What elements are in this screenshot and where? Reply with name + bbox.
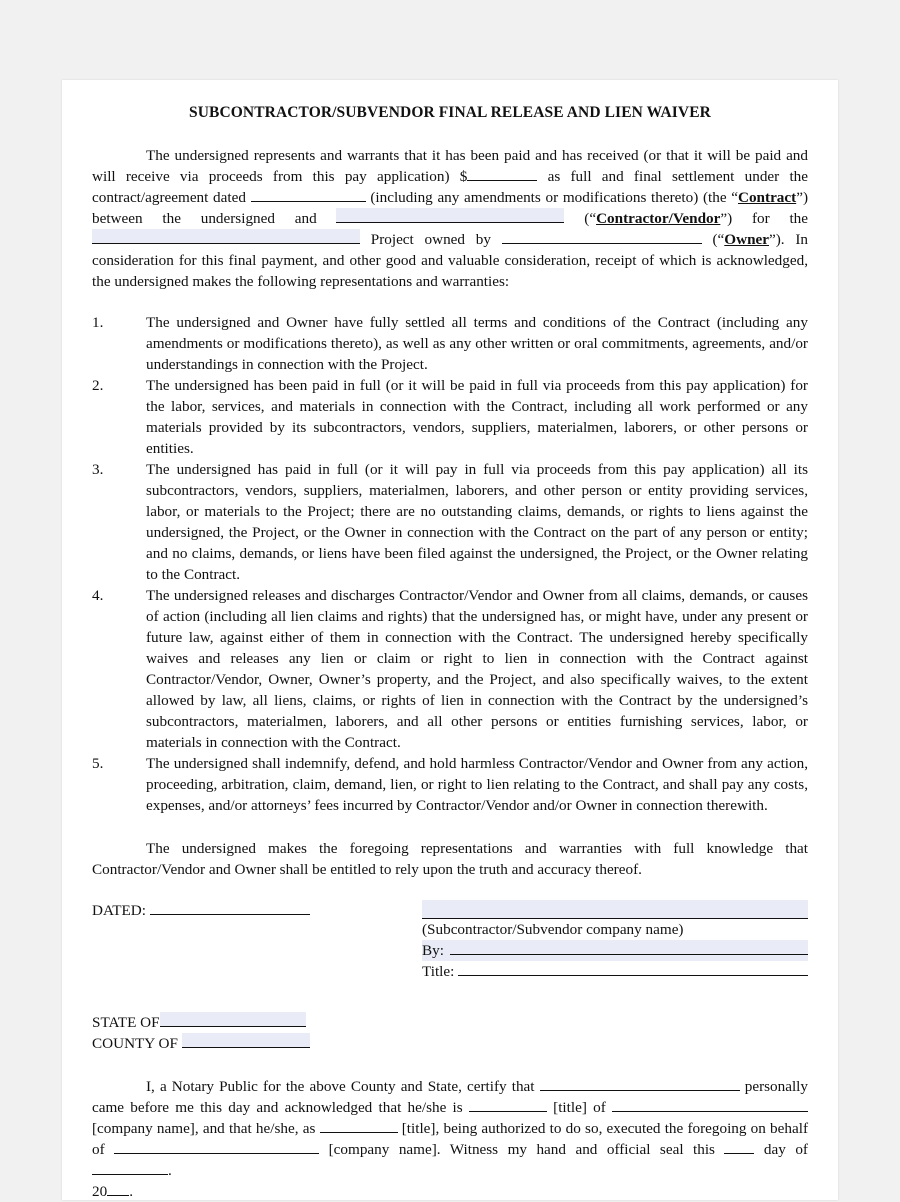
list-item bbox=[92, 585, 808, 753]
contractor-name-field[interactable] bbox=[336, 208, 564, 223]
amount-field[interactable] bbox=[467, 166, 537, 181]
item-number: 4. bbox=[92, 587, 104, 604]
intro-text: ”) between the undersigned and bbox=[92, 189, 809, 227]
list-item bbox=[92, 375, 808, 459]
intro-text: The undersigned represents and warrants that it has been paid and has received (or that it will be paid and will receive via proceeds from this pay application) $ bbox=[92, 147, 808, 185]
notary-text: [title] of bbox=[546, 1099, 613, 1116]
list-item bbox=[92, 753, 808, 816]
by-field[interactable] bbox=[450, 940, 808, 955]
notary-text: day of bbox=[754, 1141, 808, 1158]
title-label: Title: bbox=[422, 963, 455, 980]
intro-text: as full and final settlement under the contract/agreement dated bbox=[92, 168, 808, 206]
signer-title-field[interactable] bbox=[469, 1097, 547, 1112]
by-row bbox=[422, 940, 808, 961]
owner-term: Owner bbox=[724, 231, 769, 248]
notary-text: . bbox=[168, 1162, 172, 1179]
intro-text: (“ bbox=[564, 210, 597, 227]
by-label: By: bbox=[422, 942, 444, 959]
intro-text: (including any amendments or modifications thereto) (the “ bbox=[365, 189, 738, 206]
signer-name-field[interactable] bbox=[540, 1076, 740, 1091]
dated-label: DATED: bbox=[92, 902, 146, 919]
title-field[interactable] bbox=[458, 961, 808, 976]
item-text: The undersigned and Owner have fully settled all terms and conditions of the Contract (including any amendments or modifications thereto), as well as any other written or oral commitments, agreements, and/or understandings in connection with the Project. bbox=[146, 314, 808, 373]
item-number: 5. bbox=[92, 755, 104, 772]
behalf-company-field[interactable] bbox=[114, 1139, 319, 1154]
title-row bbox=[422, 961, 808, 982]
item-number: 2. bbox=[92, 377, 104, 394]
list-item bbox=[92, 312, 808, 375]
dated-field[interactable] bbox=[150, 900, 310, 915]
state-row bbox=[92, 1012, 808, 1033]
dated-row bbox=[92, 900, 310, 921]
year-prefix: 20 bbox=[92, 1183, 108, 1200]
year-field[interactable] bbox=[107, 1181, 129, 1196]
notary-text: I, a Notary Public for the above County and State, certify that bbox=[146, 1078, 540, 1095]
year-suffix: . bbox=[129, 1183, 133, 1200]
contractor-term: Contractor/Vendor bbox=[596, 210, 721, 227]
item-text: The undersigned releases and discharges Contractor/Vendor and Owner from all claims, demands, or causes of action (including all lien claims and rights) that the undersigned has, or might have, under any present or future law, against either of them in connection with the Contract. The undersigned hereby specifically waives and releases any lien or claim or right to lien in connection with the Contract against Contractor/Vendor, Owner, Owner’s property, and the Project, and also specifically waives, to the extent allowed by law, all liens, claims, or rights of lien in connection with the Contract by the undersigned’s subcontractors, materialmen, laborers, and all other persons or entities furnishing services, labor, or materials in connection with the Contract. bbox=[146, 587, 808, 751]
day-field[interactable] bbox=[724, 1139, 754, 1154]
intro-paragraph bbox=[92, 145, 808, 292]
owner-name-field[interactable] bbox=[502, 229, 702, 244]
contract-term: Contract bbox=[738, 189, 797, 206]
contract-date-field[interactable] bbox=[251, 187, 366, 202]
intro-text: Project owned by bbox=[360, 231, 502, 248]
notary-text: [company name], and that he/she, as bbox=[92, 1120, 320, 1137]
state-field[interactable] bbox=[160, 1012, 306, 1027]
notary-text: personally came before me this day and acknowledged that he/she is bbox=[92, 1078, 808, 1116]
county-row bbox=[92, 1033, 808, 1054]
closing-paragraph: The undersigned makes the foregoing representations and warranties with full knowledge that Contractor/Vendor and Owner shall be entitled to rely upon the truth and accuracy thereof. bbox=[92, 840, 808, 878]
company-field[interactable] bbox=[612, 1097, 808, 1112]
item-text: The undersigned shall indemnify, defend, and hold harmless Contractor/Vendor and Owner from any action, proceeding, arbitration, claim, demand, lien, or right to lien relating to the Contract, and shall pay any costs, expenses, and/or attorneys’ fees incurred by Contractor/Vendor and/or Owner in connection therewith. bbox=[146, 755, 808, 814]
intro-text: ”). In consideration for this final payment, and other good and valuable consideration, receipt of which is acknowledged, the undersigned makes the following representations and warranties: bbox=[92, 231, 808, 290]
intro-text: (“ bbox=[701, 231, 725, 248]
signature-section bbox=[92, 900, 808, 1000]
project-name-field[interactable] bbox=[92, 229, 360, 244]
notary-text: [title], being authorized to do so, executed the foregoing on behalf of bbox=[92, 1120, 809, 1158]
company-name-field[interactable] bbox=[422, 900, 808, 919]
item-text: The undersigned has paid in full (or it will pay in full via proceeds from this pay application) all its subcontractors, vendors, suppliers, materialmen, laborers, and other person or entity providing services, labor, or materials to the Project; there are no outstanding claims, demands, or rights to liens against the undersigned, the Project, or the Owner in connection with the Contract on the part of any person or entity; and no claims, demands, or liens have been filed against the undersigned, the Project, or the Owner relating to the Contract. bbox=[146, 461, 808, 583]
company-caption: (Subcontractor/Subvendor company name) bbox=[422, 921, 684, 938]
county-field[interactable] bbox=[182, 1033, 310, 1048]
list-item bbox=[92, 459, 808, 585]
item-text: The undersigned has been paid in full (or it will be paid in full via proceeds from this pay application) for the labor, services, and materials in connection with the Contract, including all work performed or any materials provided by its subcontractors, vendors, suppliers, materialmen, laborers, or other persons or entities. bbox=[146, 377, 808, 457]
venue-block bbox=[92, 1012, 808, 1054]
warranty-list bbox=[92, 312, 808, 816]
document-title: SUBCONTRACTOR/SUBVENDOR FINAL RELEASE AND LIEN WAIVER bbox=[189, 104, 711, 121]
release-form bbox=[92, 102, 808, 1202]
company-signature-block bbox=[422, 900, 808, 982]
notary-paragraph bbox=[92, 1076, 808, 1181]
county-label: COUNTY OF bbox=[92, 1035, 178, 1052]
item-number: 1. bbox=[92, 314, 104, 331]
year-row bbox=[92, 1181, 808, 1202]
notary-text: [company name]. Witness my hand and official seal this bbox=[319, 1141, 725, 1158]
intro-text: ”) for the bbox=[720, 210, 808, 227]
month-field[interactable] bbox=[92, 1160, 168, 1175]
state-label: STATE OF bbox=[92, 1014, 160, 1031]
item-number: 3. bbox=[92, 461, 104, 478]
authorized-title-field[interactable] bbox=[320, 1118, 398, 1133]
